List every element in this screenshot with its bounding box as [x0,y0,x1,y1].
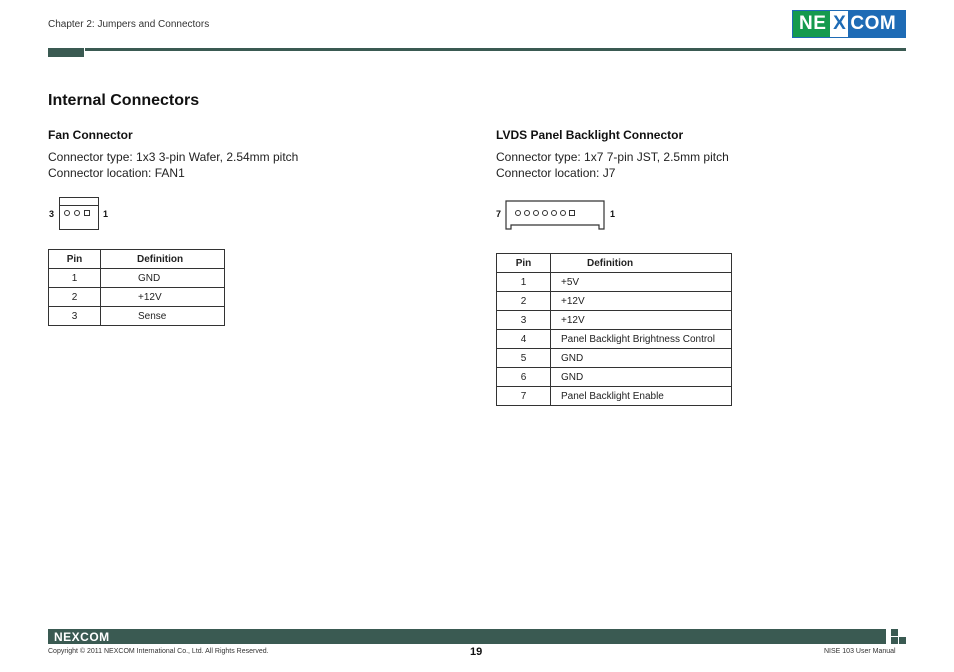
pin-cell: 7 [497,387,551,406]
logo-part-x: X [830,11,848,37]
lvds-pin-7 [515,210,521,216]
table-row [49,288,225,307]
pin-cell: 2 [49,288,101,307]
pin-cell: 1 [497,273,551,292]
definition-cell: Panel Backlight Enable [551,387,732,406]
table-row [497,349,732,368]
column-header-pin: Pin [49,250,101,269]
pin-cell: 1 [49,269,101,288]
fan-connector-title: Fan Connector [48,128,133,142]
table-header-row [49,250,225,269]
definition-cell: Panel Backlight Brightness Control [551,330,732,349]
table-row [497,368,732,387]
lvds-connector-type: Connector type: 1x7 7-pin JST, 2.5mm pitch [496,150,729,164]
table-row [497,311,732,330]
pin-cell: 2 [497,292,551,311]
lvds-connector-title: LVDS Panel Backlight Connector [496,128,684,142]
copyright-text: Copyright © 2011 NEXCOM International Co., Ltd. All Rights Reserved. [48,648,269,655]
table-row [497,330,732,349]
lvds-pin-3 [551,210,557,216]
definition-cell: +12V [551,292,732,311]
definition-cell: GND [551,349,732,368]
table-row [497,273,732,292]
column-header-pin: Pin [497,254,551,273]
table-row [497,387,732,406]
pin-cell: 3 [49,307,101,326]
fan-pin-label-right: 1 [103,209,109,219]
fan-connector-latch [60,198,98,206]
definition-cell: +5V [551,273,732,292]
lvds-pin-5 [533,210,539,216]
nexcom-logo [792,10,906,38]
chapter-heading: Chapter 2: Jumpers and Connectors [48,19,210,30]
manual-title: NISE 103 User Manual [824,648,896,655]
lvds-pin-table [496,253,732,406]
definition-cell: Sense [101,307,225,326]
lvds-pin-row [515,210,575,216]
lvds-pin-4 [542,210,548,216]
table-row [49,269,225,288]
fan-pin-label-left: 3 [49,209,55,219]
definition-cell: +12V [101,288,225,307]
pin-cell: 5 [497,349,551,368]
footer-square-decoration [891,637,898,644]
fan-connector-type: Connector type: 1x3 3-pin Wafer, 2.54mm pitch [48,150,299,164]
table-row [49,307,225,326]
lvds-pin-label-left: 7 [496,209,502,219]
footer-square-decoration [891,629,898,636]
fan-pin-table [48,249,225,326]
column-header-definition: Definition [551,254,732,273]
header-accent-block [48,48,84,57]
lvds-pin-6 [524,210,530,216]
footer-logo: NEXCOM [54,630,110,644]
pin-cell: 4 [497,330,551,349]
column-header-definition: Definition [101,250,225,269]
fan-connector-location: Connector location: FAN1 [48,166,185,180]
section-title: Internal Connectors [48,92,200,109]
logo-part-ne: NE [793,11,830,37]
fan-connector-diagram [59,197,99,230]
table-header-row [497,254,732,273]
definition-cell: GND [101,269,225,288]
lvds-connector-location: Connector location: J7 [496,166,616,180]
pin-cell: 6 [497,368,551,387]
footer-square-decoration [899,637,906,644]
definition-cell: GND [551,368,732,387]
fan-pin-3 [64,210,70,216]
fan-pin-2 [74,210,80,216]
lvds-pin-label-right: 1 [610,209,616,219]
footer-bar [48,629,886,644]
definition-cell: +12V [551,311,732,330]
lvds-pin-1 [569,210,575,216]
page-number: 19 [470,646,483,658]
table-row [497,292,732,311]
lvds-pin-2 [560,210,566,216]
pin-cell: 3 [497,311,551,330]
fan-pin-1 [84,210,90,216]
logo-part-com: COM [848,11,905,37]
header-divider [85,48,906,51]
